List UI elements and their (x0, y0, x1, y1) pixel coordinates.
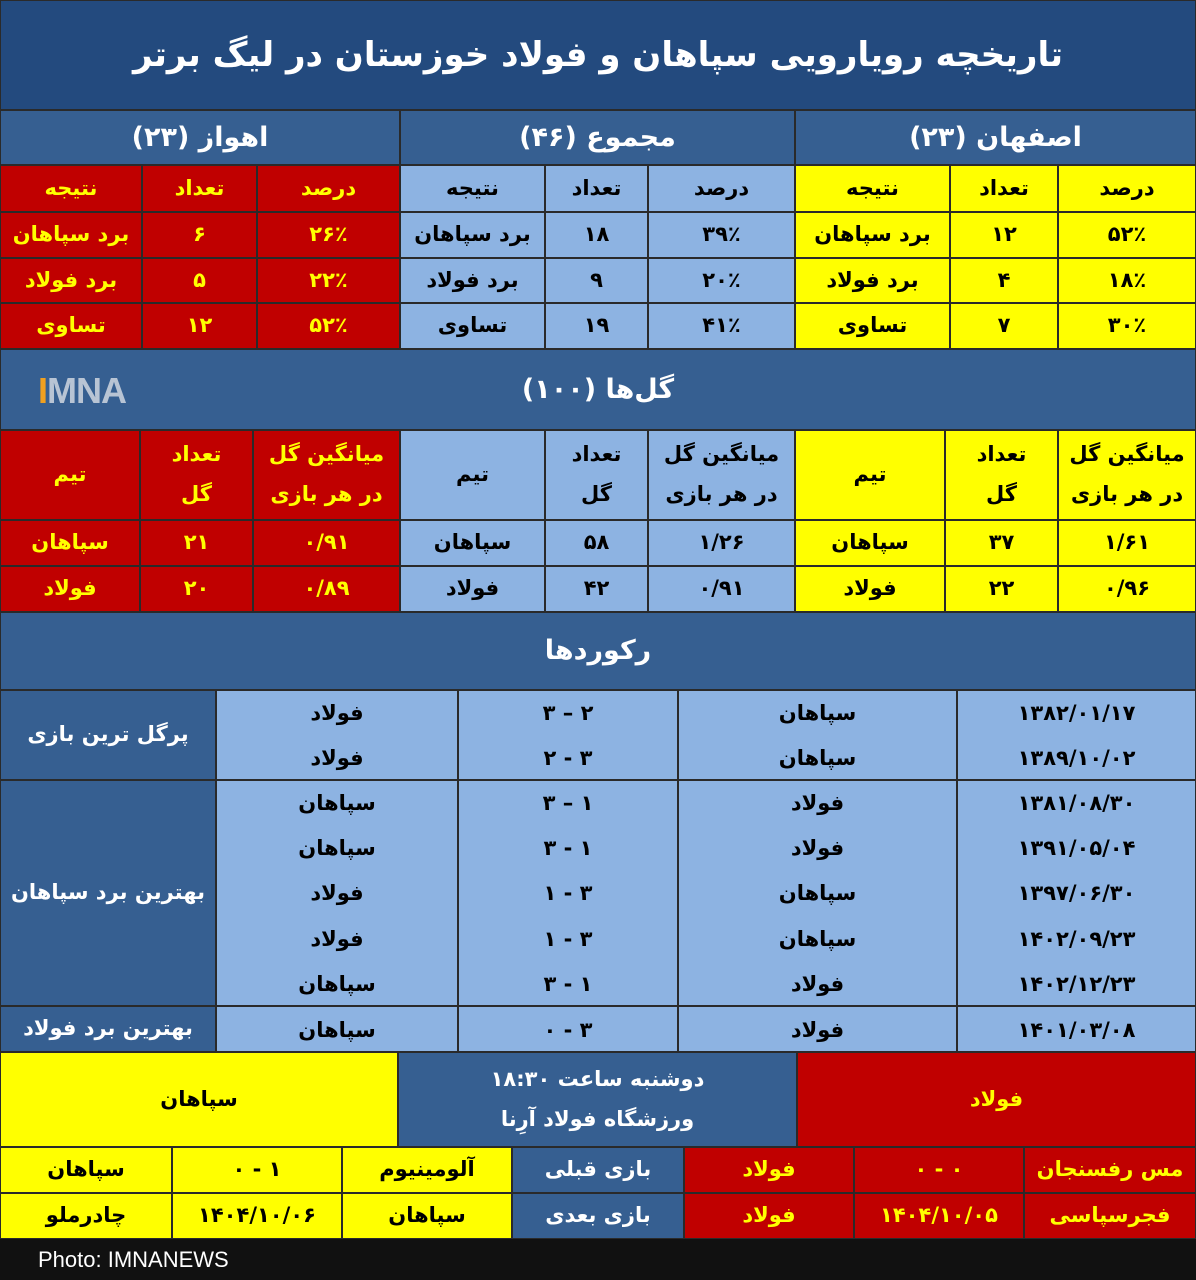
record-date: ۱۴۰۱/۰۳/۰۸ (1017, 1018, 1136, 1042)
summary-cell-percent: ۲۰٪ (648, 258, 795, 303)
next-match-info (398, 1052, 797, 1147)
summary-section-title: اهواز (۲۳) (0, 110, 400, 165)
record-score: ۱ - ۳ (543, 926, 593, 951)
summary-cell-result: برد فولاد (795, 258, 950, 303)
goals-cell-team: سپاهان (400, 520, 545, 566)
summary-cell-result: برد سپاهان (795, 212, 950, 258)
goals-header-team: تیم (0, 430, 140, 520)
header-line: تعداد (976, 442, 1027, 467)
goals-header-average (648, 430, 795, 520)
record-date: ۱۴۰۲/۱۲/۲۳ (1017, 971, 1136, 996)
sepahan-next-cell: ۱۴۰۴/۱۰/۰۶ (172, 1193, 342, 1239)
record-score: ۳ – ۲ (542, 701, 594, 725)
summary-header-result: نتیجه (400, 165, 545, 212)
record-column (458, 1006, 678, 1052)
goals-cell-goals: ۲۲ (945, 566, 1058, 612)
goals-cell-team: سپاهان (795, 520, 945, 566)
header-line: میانگین گل (268, 442, 385, 467)
record-group-label: بهترین برد فولاد (0, 1006, 216, 1052)
header-line: میانگین گل (663, 442, 780, 467)
foolad-prev-cell: مس رفسنجان (1024, 1147, 1196, 1193)
summary-header-percent: درصد (257, 165, 400, 212)
goals-cell-team: فولاد (795, 566, 945, 612)
record-team_a: فولاد (790, 971, 845, 996)
sepahan-prev-cell: آلومینیوم (342, 1147, 512, 1193)
record-score: ۰ - ۳ (543, 1018, 593, 1042)
record-column (678, 1006, 957, 1052)
summary-header-percent: درصد (1058, 165, 1196, 212)
header-line: در هر بازی (665, 482, 778, 506)
record-team_b: سپاهان (298, 971, 376, 996)
goals-header-count (545, 430, 648, 520)
summary-cell-percent: ۵۲٪ (1058, 212, 1196, 258)
header-line: تعداد (171, 442, 222, 467)
record-team_b: سپاهان (298, 1018, 376, 1042)
header-line: میانگین گل (1069, 442, 1185, 467)
record-team_b: فولاد (310, 881, 364, 906)
previous-match-label: بازی قبلی (512, 1147, 684, 1193)
record-score: ۳ – ۱ (542, 791, 594, 815)
sepahan-next-cell: سپاهان (342, 1193, 512, 1239)
record-column (957, 690, 1196, 780)
summary-cell-count: ۱۹ (545, 303, 648, 349)
summary-cell-percent: ۲۶٪ (257, 212, 400, 258)
header-line: در هر بازی (270, 482, 383, 506)
goals-cell-team: فولاد (0, 566, 140, 612)
goals-cell-avg: ۰/۹۶ (1058, 566, 1196, 612)
goals-cell-avg: ۱/۲۶ (648, 520, 795, 566)
record-team_a: سپاهان (778, 881, 857, 906)
goals-header-count (945, 430, 1058, 520)
next-match-home: فولاد (797, 1052, 1196, 1147)
goals-cell-goals: ۴۲ (545, 566, 648, 612)
record-team_b: سپاهان (298, 836, 376, 861)
summary-header-result: نتیجه (0, 165, 142, 212)
match-venue: ورزشگاه فولاد آرِنا (500, 1106, 695, 1131)
summary-header-percent: درصد (648, 165, 795, 212)
record-score: ۳ - ۱ (543, 971, 593, 996)
foolad-next-cell: ۱۴۰۴/۱۰/۰۵ (854, 1193, 1024, 1239)
summary-header-count: تعداد (950, 165, 1058, 212)
record-date: ۱۳۸۲/۰۱/۱۷ (1017, 701, 1136, 725)
goals-cell-team: سپاهان (0, 520, 140, 566)
summary-cell-count: ۱۲ (142, 303, 257, 349)
summary-header-count: تعداد (545, 165, 648, 212)
summary-cell-percent: ۵۲٪ (257, 303, 400, 349)
next-match-away: سپاهان (0, 1052, 398, 1147)
goals-cell-goals: ۵۸ (545, 520, 648, 566)
next-match-label: بازی بعدی (512, 1193, 684, 1239)
summary-cell-count: ۴ (950, 258, 1058, 303)
record-team_b: سپاهان (298, 791, 376, 815)
record-team_b: فولاد (310, 926, 364, 951)
summary-cell-percent: ۴۱٪ (648, 303, 795, 349)
header-line: گل (581, 482, 612, 506)
record-team_a: سپاهان (778, 746, 857, 770)
summary-cell-result: برد فولاد (0, 258, 142, 303)
summary-cell-result: تساوی (400, 303, 545, 349)
summary-section-title: اصفهان (۲۳) (795, 110, 1196, 165)
record-group-label: پرگل ترین بازی (0, 690, 216, 780)
goals-cell-avg: ۰/۸۹ (253, 566, 400, 612)
goals-section-title: گل‌ها (۱۰۰) (0, 349, 1196, 430)
record-team_a: فولاد (790, 1018, 845, 1042)
record-column (678, 690, 957, 780)
goals-cell-goals: ۲۱ (140, 520, 253, 566)
record-team_b: فولاد (310, 746, 364, 770)
foolad-prev-cell: ۰ - ۰ (854, 1147, 1024, 1193)
header-line: تعداد (571, 442, 622, 467)
imna-logo: IMNA (38, 370, 126, 411)
record-score: ۲ - ۳ (543, 746, 593, 770)
record-group-label: بهترین برد سپاهان (0, 780, 216, 1006)
goals-header-team: تیم (400, 430, 545, 520)
goals-cell-goals: ۲۰ (140, 566, 253, 612)
record-score: ۳ - ۱ (543, 836, 593, 861)
header-line: گل (181, 482, 212, 506)
summary-cell-result: تساوی (795, 303, 950, 349)
record-date: ۱۳۸۱/۰۸/۳۰ (1017, 791, 1136, 815)
goals-cell-avg: ۱/۶۱ (1058, 520, 1196, 566)
record-date: ۱۳۹۱/۰۵/۰۴ (1017, 836, 1136, 861)
summary-cell-percent: ۳۹٪ (648, 212, 795, 258)
foolad-prev-cell: فولاد (684, 1147, 854, 1193)
sepahan-next-cell: چادرملو (0, 1193, 172, 1239)
record-team_a: فولاد (790, 836, 845, 861)
goals-cell-goals: ۳۷ (945, 520, 1058, 566)
summary-cell-percent: ۱۸٪ (1058, 258, 1196, 303)
goals-header-team: تیم (795, 430, 945, 520)
summary-cell-percent: ۳۰٪ (1058, 303, 1196, 349)
record-team_a: سپاهان (778, 926, 857, 951)
page-title: تاریخچه رویارویی سپاهان و فولاد خوزستان در لیگ برتر (0, 0, 1196, 110)
record-column (678, 780, 957, 1006)
record-team_b: فولاد (310, 701, 364, 725)
summary-cell-count: ۱۲ (950, 212, 1058, 258)
sepahan-prev-cell: ۰ - ۱ (172, 1147, 342, 1193)
goals-header-average (253, 430, 400, 520)
summary-section-title: مجموع (۴۶) (400, 110, 795, 165)
record-date: ۱۴۰۲/۰۹/۲۳ (1017, 926, 1136, 951)
goals-cell-team: فولاد (400, 566, 545, 612)
goals-cell-avg: ۰/۹۱ (648, 566, 795, 612)
record-date: ۱۳۹۷/۰۶/۳۰ (1017, 881, 1136, 906)
record-column (957, 780, 1196, 1006)
summary-cell-count: ۹ (545, 258, 648, 303)
match-time: دوشنبه ساعت ۱۸:۳۰ (490, 1066, 705, 1091)
summary-cell-count: ۶ (142, 212, 257, 258)
record-column (216, 780, 458, 1006)
record-column (957, 1006, 1196, 1052)
summary-cell-count: ۷ (950, 303, 1058, 349)
photo-credit: Photo: IMNANEWS (0, 1239, 1196, 1280)
record-date: ۱۳۸۹/۱۰/۰۲ (1017, 746, 1136, 770)
summary-cell-result: برد فولاد (400, 258, 545, 303)
sepahan-prev-cell: سپاهان (0, 1147, 172, 1193)
summary-cell-result: تساوی (0, 303, 142, 349)
record-team_a: سپاهان (778, 701, 857, 725)
foolad-next-cell: فجرسپاسی (1024, 1193, 1196, 1239)
summary-cell-percent: ۲۲٪ (257, 258, 400, 303)
record-score: ۱ - ۳ (543, 881, 593, 906)
goals-cell-avg: ۰/۹۱ (253, 520, 400, 566)
foolad-next-cell: فولاد (684, 1193, 854, 1239)
summary-cell-count: ۵ (142, 258, 257, 303)
record-team_a: فولاد (790, 791, 845, 815)
summary-header-count: تعداد (142, 165, 257, 212)
summary-cell-result: برد سپاهان (0, 212, 142, 258)
summary-cell-result: برد سپاهان (400, 212, 545, 258)
goals-header-count (140, 430, 253, 520)
header-line: در هر بازی (1070, 482, 1184, 506)
records-section-title: رکوردها (0, 612, 1196, 690)
header-line: گل (986, 482, 1017, 506)
summary-header-result: نتیجه (795, 165, 950, 212)
record-column (458, 780, 678, 1006)
summary-cell-count: ۱۸ (545, 212, 648, 258)
record-column (216, 1006, 458, 1052)
record-column (458, 690, 678, 780)
goals-header-average (1058, 430, 1196, 520)
record-column (216, 690, 458, 780)
